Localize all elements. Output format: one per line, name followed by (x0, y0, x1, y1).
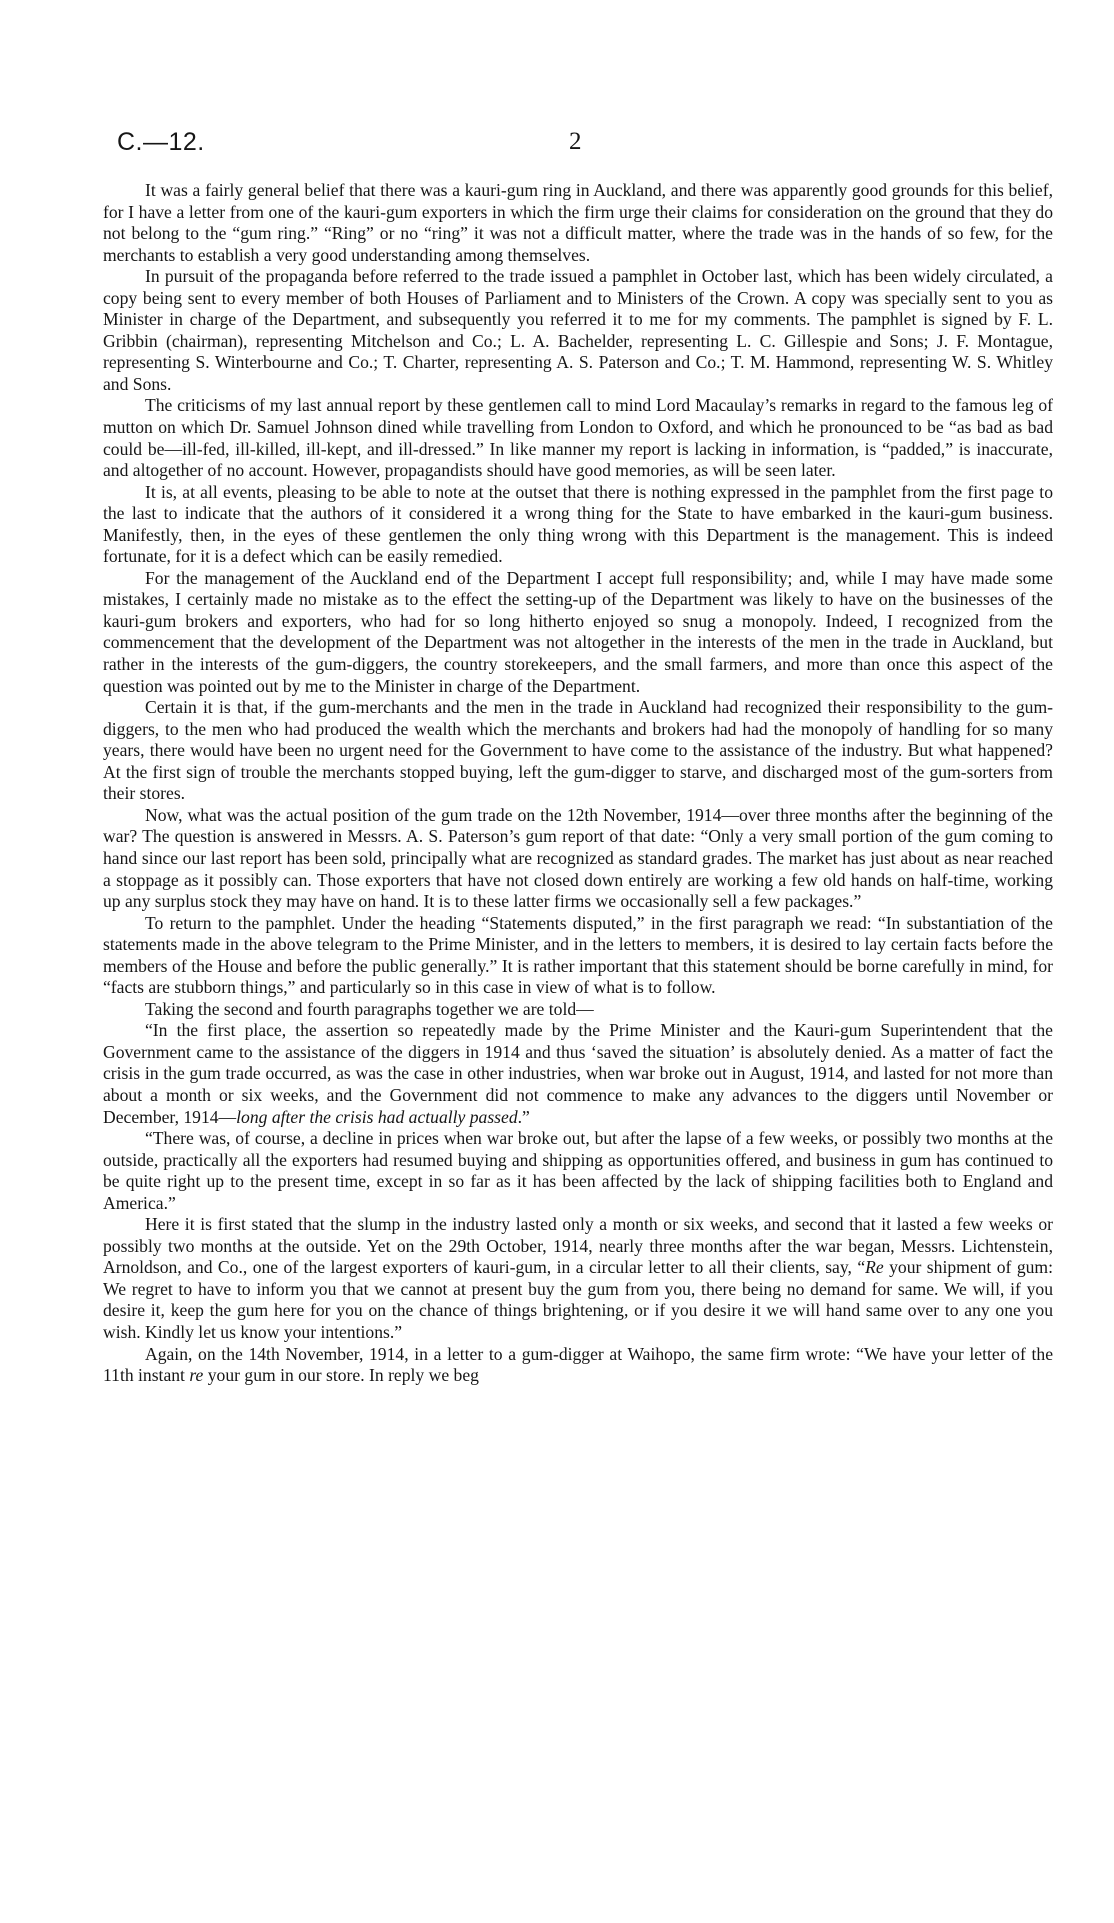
italic-text: re (189, 1365, 204, 1386)
paragraph (103, 913, 1053, 999)
paragraph (103, 1214, 1053, 1343)
paragraph (103, 180, 1053, 266)
text-run: your shipment of gum: We regret to have to inform you that we cannot at present buy the gum from you, there being no demand for same. We will, if you desire it, keep the gum here for you on the chance of things brightening, or if you desire it we will hand same over to any one you wish. Kindly let us know your intentions.” (103, 1257, 1053, 1342)
page-number: 2 (569, 128, 582, 155)
paragraph (103, 1020, 1053, 1128)
text-run: Again, on the 14th November, 1914, in a letter to a gum-digger at Waihopo, the same firm wrote: “We have your letter of the 11th instant (103, 1343, 1053, 1386)
text-run: For the management of the Auckland end of the Department I accept full responsibility; and, while I may have made some mistakes, I certainly made no mistake as to the effect the setting-up of the Department was likely to have on the businesses of the kauri-gum brokers and exporters, who had for so long hitherto enjoyed so snug a monopoly. Indeed, I recognized from the commencement that the development of the Department was not altogether in the interests of the men in the trade in Auckland, but rather in the interests of the gum-diggers, the country storekeepers, and the small farmers, and more than once this aspect of the question was pointed out by me to the Minister in charge of the Department. (103, 567, 1053, 696)
text-run: Taking the second and fourth paragraphs together we are told— (145, 998, 594, 1019)
italic-text: long after the crisis had actually passed (236, 1106, 518, 1127)
text-run: .” (517, 1106, 530, 1127)
paragraph (103, 482, 1053, 568)
paragraph (103, 1128, 1053, 1214)
paragraph (103, 266, 1053, 395)
text-run: “In the first place, the assertion so repeatedly made by the Prime Minister and the Kauri-gum Superintendent that the Government came to the assistance of the diggers in 1914 and thus ‘saved the situation’ is absolutely denied. As a matter of fact the crisis in the gum trade occurred, as was the case in other industries, when war broke out in August, 1914, and lasted for not more than about a month or six weeks, and the Government did not commence to make any advances to the diggers until November or December, 1914— (103, 1020, 1053, 1127)
text-run: Here it is first stated that the slump in the industry lasted only a month or six weeks, and second that it lasted a few weeks or possibly two months at the outside. Yet on the 29th October, 1914, nearly three months after the war began, Messrs. Lichtenstein, Arnoldson, and Co., one of the largest exporters of kauri-gum, in a circular letter to all their clients, say, “ (103, 1214, 1053, 1278)
paragraph (103, 395, 1053, 481)
text-run: “There was, of course, a decline in prices when war broke out, but after the lapse of a few weeks, or possibly two months at the outside, practically all the exporters had resumed buying and shipping as opportunities offered, and business in gum has continued to be quite right up to the present time, except in so far as it has been affected by the lack of shipping facilities both to England and America.” (103, 1128, 1053, 1213)
document-code: C.—12. (117, 128, 205, 156)
text-run: It was a fairly general belief that there was a kauri-gum ring in Auckland, and there was apparently good grounds for this belief, for I have a letter from one of the kauri-gum exporters in which the firm urge their claims for consideration on the ground that they do not belong to the “gum ring.” “Ring” or no “ring” it was not a difficult matter, where the trade was in the hands of so few, for the merchants to establish a very good understanding among themselves. (103, 180, 1053, 265)
text-run: In pursuit of the propaganda before referred to the trade issued a pamphlet in October last, which has been widely circulated, a copy being sent to every member of both Houses of Parliament and to Ministers of the Crown. A copy was specially sent to you as Minister in charge of the Department, and subsequently you referred it to me for my comments. The pamphlet is signed by F. L. Gribbin (chairman), representing Mitchelson and Co.; L. A. Bachelder, representing L. C. Gillespie and Sons; J. F. Montague, representing S. Winterbourne and Co.; T. Charter, representing A. S. Paterson and Co.; T. M. Hammond, representing W. S. Whitley and Sons. (103, 266, 1053, 394)
paragraph (103, 805, 1053, 913)
text-run: The criticisms of my last annual report by these gentlemen call to mind Lord Macaulay’s remarks in regard to the famous leg of mutton on which Dr. Samuel Johnson dined while travelling from London to Oxford, and which he pronounced to be “as bad as bad could be—ill-fed, ill-killed, ill-kept, and ill-dressed.” In like manner my report is lacking in information, is “padded,” is inaccurate, and altogether of no account. However, propagandists should have good memories, as will be seen later. (103, 395, 1053, 481)
italic-text: Re (865, 1257, 884, 1278)
paragraph (103, 999, 1053, 1021)
text-run: It is, at all events, pleasing to be able to note at the outset that there is nothing expressed in the pamphlet from the first page to the last to indicate that the authors of it considered it a wrong thing for the State to have embarked in the kauri-gum business. Manifestly, then, in the eyes of these gentlemen the only thing wrong with this Department is the management. This is indeed fortunate, for it is a defect which can be easily remedied. (103, 481, 1053, 567)
page-header (117, 128, 997, 168)
paragraph (103, 568, 1053, 697)
text-run: To return to the pamphlet. Under the heading “Statements disputed,” in the first paragraph we read: “In substantiation of the statements made in the above telegram to the Prime Minister, and in the letters to members, it is desired to lay certain facts before the members of the House and before the public generally.” It is rather important that this statement should be borne carefully in mind, for “facts are stubborn things,” and particularly so in this case in view of what is to follow. (103, 912, 1053, 998)
text-run: Certain it is that, if the gum-merchants and the men in the trade in Auckland had recognized their responsibility to the gum-diggers, to the men who had produced the wealth which the merchants and brokers had had the monopoly of handling for so many years, there would have been no urgent need for the Government to have come to the assistance of the industry. But what happened? At the first sign of trouble the merchants stopped buying, left the gum-digger to starve, and discharged most of the gum-sorters from their stores. (103, 697, 1053, 804)
text-run: Now, what was the actual position of the gum trade on the 12th November, 1914—over three months after the beginning of the war? The question is answered in Messrs. A. S. Paterson’s gum report of that date: “Only a very small portion of the gum coming to hand since our last report has been sold, principally what are recognized as standard grades. The market has just about as near reached a stoppage as it possibly can. Those exporters that have not closed down entirely are working a few old hands on half-time, working up any surplus stock they may have on hand. It is to these latter firms we occasionally sell a few packages.” (103, 804, 1053, 912)
paragraph (103, 1344, 1053, 1387)
body-text (103, 180, 1053, 1387)
text-run: your gum in our store. In reply we beg (203, 1365, 479, 1386)
paragraph (103, 697, 1053, 805)
